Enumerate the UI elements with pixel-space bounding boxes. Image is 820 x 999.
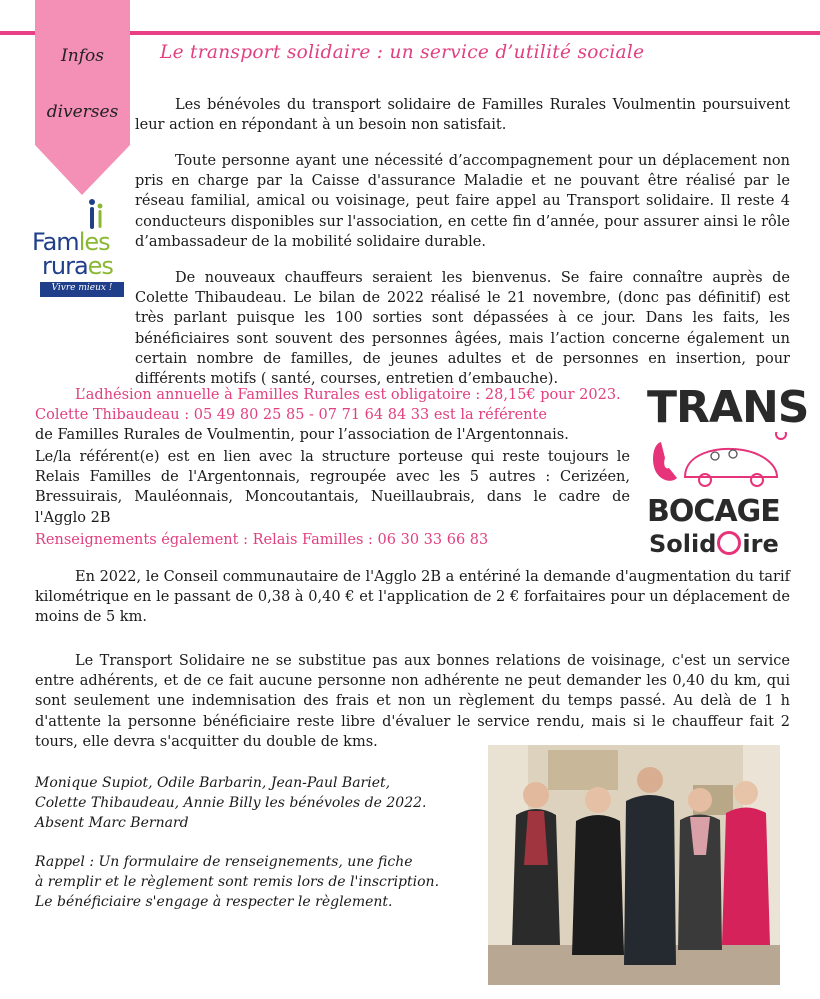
trans-bocage-logo xyxy=(645,382,809,562)
banner-ribbon-shape xyxy=(35,0,130,195)
article-headline: Le transport solidaire : un service d’utilité sociale xyxy=(160,42,645,63)
solidaire-word-part: Solid xyxy=(649,530,717,558)
neighbourhood-paragraph: Le Transport Solidaire ne se substitue pas aux bonnes relations de voisinage, c'est un service entre adhérents, et de ce fait aucune personne non adhérente ne peut demander les 0,40 du km, qui sont seulement une indemnisation des frais et non un règlement du temps passé. Au delà de 1 h d'attente la personne bénéficiaire reste libre d'évaluer le service rendu, mais si le chauffeur fait 2 tours, elle devra s'acquitter du double de kms. xyxy=(35,653,790,750)
car-sketch-icon xyxy=(645,432,795,497)
reminder-line: Le bénéficiaire s'engage à respecter le règlement. xyxy=(35,894,393,910)
volunteers-line: Monique Supiot, Odile Barbarin, Jean-Paul Bariet, xyxy=(35,775,391,791)
info-phone-line: Renseignements également : Relais Familles : 06 30 33 66 83 xyxy=(35,532,489,548)
contact-rest-line: de Familles Rurales de Voulmentin, pour l’association de l'Argentonnais. xyxy=(35,427,569,444)
reminder-note xyxy=(35,852,439,912)
solidaire-ring-icon xyxy=(717,531,741,555)
contact-block xyxy=(35,405,630,445)
banner-title-line1: Infos xyxy=(61,46,104,66)
membership-line: L’adhésion annuelle à Familles Rurales est obligatoire : 28,15€ pour 2023. xyxy=(75,387,621,403)
familles-rurales-logo xyxy=(32,198,130,298)
drivers-paragraph: De nouveaux chauffeurs seraient les bienvenus. Se faire connaître auprès de Colette Thibaudeau. Le bilan de 2022 réalisé le 21 novembre, (donc pas définitif) est très parlant puisque les 100 sorties sont dépassées à ce jour. Dans les faits, les bénéficiaires sont souvent des personnes âgées, mais l’action concerne également un certain nombre de familles, de jeunes adultes et de personnes en insertion, pour différents motifs ( santé, courses, entretien d’embauche). xyxy=(135,270,790,388)
section-banner xyxy=(35,0,130,195)
logo-word-part-green: es xyxy=(87,252,113,280)
logo-tagline: Vivre mieux ! xyxy=(51,283,113,293)
logo-word-part-green: les xyxy=(78,228,110,256)
volunteers-list xyxy=(35,773,426,833)
solidaire-word-end: ire xyxy=(742,530,779,558)
referent-paragraph: Le/la référent(e) est en lien avec la structure porteuse qui reste toujours le Relais Familles de l'Argentonnais, regroupée avec les 5 autres : Cerizéen, Bressuirais, Mauléonnais, Moncoutantais, Nueillaubrais, dans le cadre de l'Agglo 2B xyxy=(35,449,630,526)
logo-word-part: Fam xyxy=(32,228,79,256)
group-photo-illustration xyxy=(488,745,780,985)
logo-word-part: rura xyxy=(42,252,88,280)
volunteers-group-photo xyxy=(488,745,780,985)
trans-word: TRANS xyxy=(647,382,809,433)
tariff-paragraph: En 2022, le Conseil communautaire de l'Agglo 2B a entériné la demande d'augmentation du tarif kilométrique en le passant de 0,38 à 0,40 € et l'application de 2 € forfaitaires pour un déplacement de moins de 5 km. xyxy=(35,569,790,626)
intro-paragraph: Les bénévoles du transport solidaire de Familles Rurales Voulmentin poursuivent leur action en répondant à un besoin non satisfait. xyxy=(135,97,790,134)
volunteers-line: Colette Thibaudeau, Annie Billy les bénévoles de 2022. xyxy=(35,795,427,811)
bocage-word: BOCAGE xyxy=(647,494,780,529)
volunteers-line: Absent Marc Bernard xyxy=(35,815,189,831)
contact-phone-line: Colette Thibaudeau : 05 49 80 25 85 - 07 71 64 84 33 est la référente xyxy=(35,407,547,423)
reminder-line: à remplir et le règlement sont remis lors de l'inscription. xyxy=(35,874,440,890)
banner-title-line2: diverses xyxy=(46,102,119,122)
eligibility-paragraph: Toute personne ayant une nécessité d’accompagnement pour un déplacement non pris en charge par la Caisse d'assurance Maladie et ne pouvant être réalisé par le réseau familial, amical ou voisinage, peut faire appel au Transport solidaire. Il reste 4 conducteurs disponibles sur l'association, en cette fin d’année, pour assurer ainsi le rôle d’ambassadeur de la mobilité solidaire durable. xyxy=(135,153,790,250)
reminder-line: Rappel : Un formulaire de renseignements, une fiche xyxy=(35,854,413,870)
